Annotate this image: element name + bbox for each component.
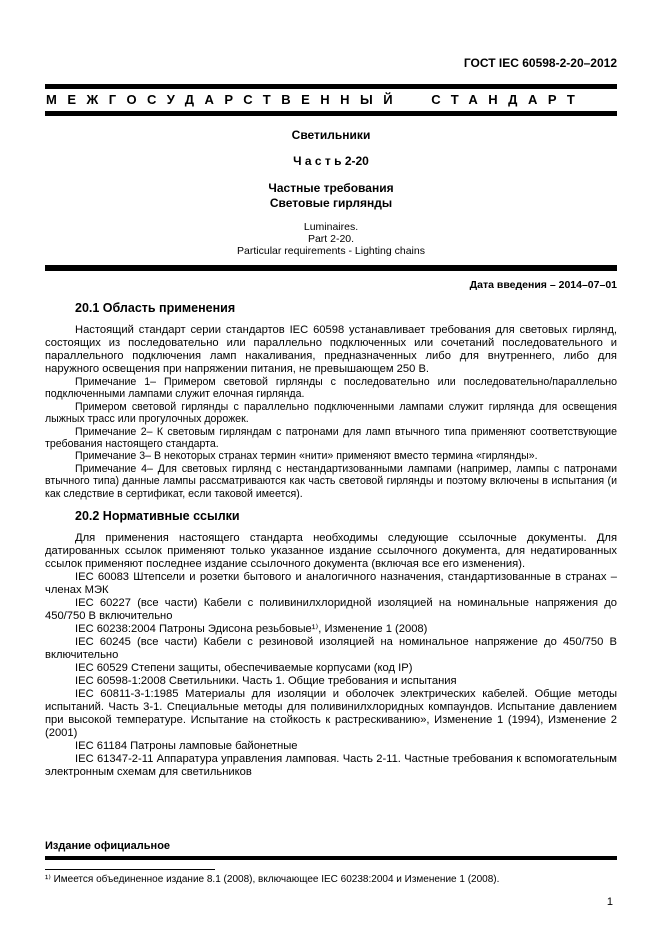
title-ru-part: Ч а с т ь 2-20 (293, 154, 369, 168)
footnote-separator-rule (45, 869, 215, 870)
reference-item: IEC 60238:2004 Патроны Эдисона резьбовые¹⁾, Изменение 1 (2008) (75, 623, 428, 636)
title-ru-subject: Световые гирлянды (269, 196, 393, 210)
note-2: Примечание 2– К световым гирляндам с патронами для ламп втычного типа применяют соответствующие требования настоящего стандарта. (45, 425, 617, 451)
reference-item: IEC 60083 Штепсели и розетки бытового и аналогичного назначения, стандартизованные в странах – членах МЭК (45, 571, 617, 597)
note-1-continued: Примером световой гирлянды с параллельно подключенными лампами служит гирлянда для освещения лыжных трасс или прогулочных дорожек. (45, 400, 617, 426)
reference-item: IEC 61347-2-11 Аппаратура управления ламповая. Часть 2-11. Частные требования к вспомогательным электронным схемам для светильников (45, 753, 617, 779)
note-4: Примечание 4– Для световых гирлянд с нестандартизованными лампами (например, лампы с патронами втычного типа) данные лампы рассматриваются как часть световой гирлянды и поэтому включены в испытания (и как следствие в сертификат, если таковой имеется). (45, 462, 617, 500)
page-number: 1 (606, 896, 613, 908)
reference-item: IEC 61184 Патроны ламповые байонетные (75, 740, 298, 753)
note-1: Примечание 1– Примером световой гирлянды с последовательно или последовательно/параллельно подключенными лампами служит елочная гирлянда. (45, 376, 617, 401)
title-en-line1: Luminaires. (303, 221, 359, 233)
reference-item: IEC 60245 (все части) Кабели с резиновой изоляцией на номинальное напряжение до 450/750 В включительно (45, 636, 617, 662)
header-bottom-rule (45, 265, 617, 271)
section-heading-20-1: 20.1 Область применения (75, 301, 236, 315)
title-en-line3: Particular requirements - Lighting chains (237, 245, 425, 257)
page-footer (45, 840, 617, 886)
references-intro-paragraph: Для применения настоящего стандарта необходимы следующие ссылочные документы. Для датированных ссылок применяют только указанное издание ссылочного документа, для недатированных ссылок применяют последнее издание ссылочного документа (включая все его изменения). (45, 532, 617, 571)
category-bottom-rule (45, 111, 617, 116)
footnote-text: ¹⁾ Имеется объединенное издание 8.1 (2008), включающее IEC 60238:2004 и Изменение 1 (2008). (45, 874, 500, 885)
title-block (45, 128, 617, 257)
section-normative-references (45, 509, 617, 779)
standard-category-heading: МЕЖГОСУДАРСТВЕННЫЙ СТАНДАРТ (46, 92, 586, 107)
official-edition-label: Издание официальное (45, 840, 617, 860)
scope-paragraph: Настоящий стандарт серии стандартов IEC 60598 устанавливает требования для световых гирлянд, состоящих из последовательно или параллельно подключенных или сочетаний последовательного и параллельного подключения ламп накаливания, предназначенных либо для внутреннего, либо для наружного освещения при напряжении питания, не превышающем 250 В. (45, 324, 617, 375)
reference-item: IEC 60811-3-1:1985 Материалы для изоляции и оболочек электрических кабелей. Общие методы испытаний. Часть 3-1. Специальные методы для поливинилхлоридных компаундов. Испытание давлением при высокой температуре. Испытание на стойкость к растрескиванию», Изменение 1 (1994), Изменение 2 (2001) (45, 688, 617, 740)
effective-date: Дата введения – 2014–07–01 (469, 279, 617, 291)
note-3: Примечание 3– В некоторых странах термин «нити» применяют вместо термина «гирлянды». (75, 450, 538, 463)
reference-item: IEC 60529 Степени защиты, обеспечиваемые корпусами (код IP) (75, 662, 413, 675)
title-ru-requirements: Частные требования (268, 181, 394, 195)
reference-item: IEC 60227 (все части) Кабели с поливинилхлоридной изоляцией на номинальные напряжения до 450/750 В включительно (45, 597, 617, 623)
title-ru-product: Светильники (291, 128, 371, 142)
section-scope (45, 301, 617, 500)
reference-item: IEC 60598-1:2008 Светильники. Часть 1. Общие требования и испытания (75, 675, 457, 688)
doc-number: ГОСТ IEC 60598-2-20–2012 (463, 56, 617, 70)
section-heading-20-2: 20.2 Нормативные ссылки (75, 509, 240, 524)
title-en-line2: Part 2-20. (307, 233, 355, 245)
